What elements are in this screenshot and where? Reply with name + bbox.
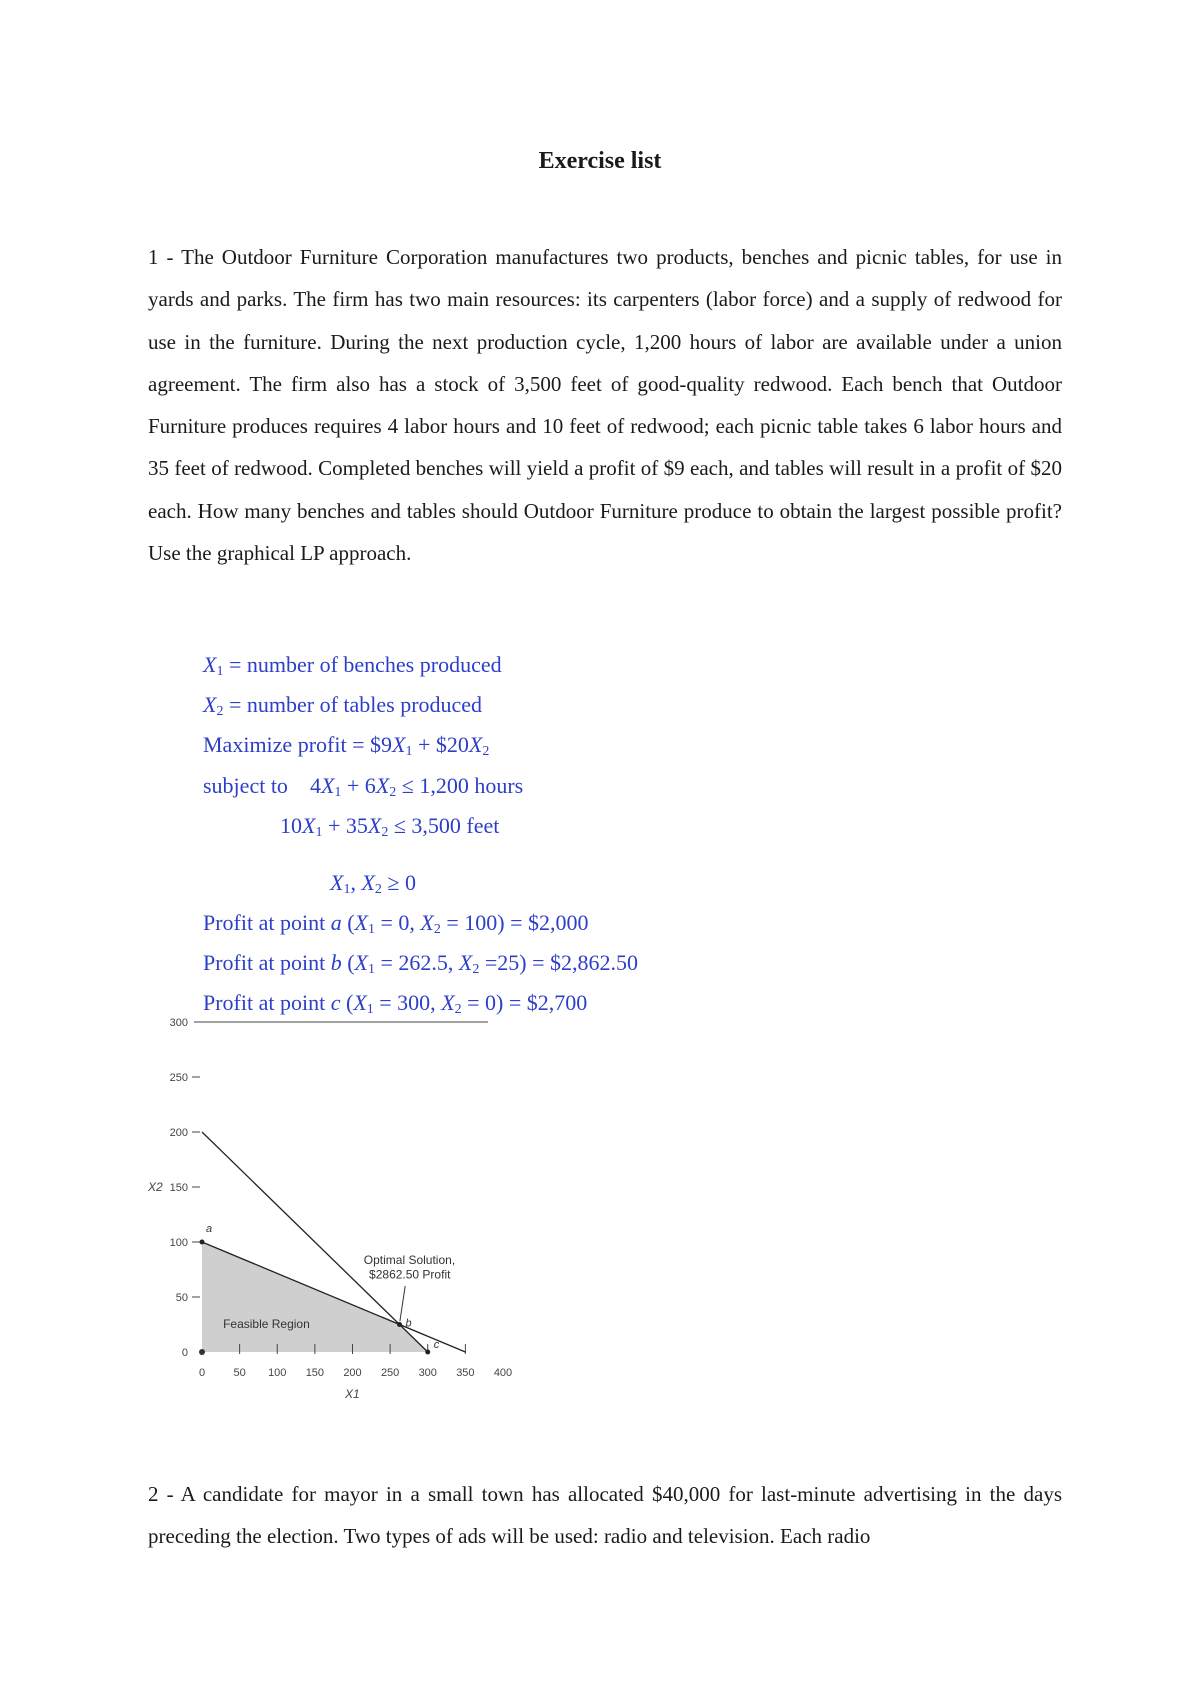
page-title: Exercise list (538, 148, 662, 174)
problem-2-text: 2 - A candidate for mayor in a small town has allocated $40,000 for last-minute advertising in the days preceding the election. Two types of ads will be used: radio and television. Each radio (148, 1482, 1062, 1549)
corner-point-label-b: b (405, 1317, 412, 1330)
corner-point-label-a: a (206, 1223, 213, 1235)
profit-point-a: Profit at point a ($X_1 = 0$, $X_2 = 100$) = $2,000 (203, 910, 589, 937)
y-tick-label: 50 (175, 1292, 188, 1304)
objective-function: Maximize profit = $\$9X_1$ + $\$20X_2$ (203, 732, 490, 759)
lp-graph (140, 1017, 560, 1450)
y-tick-label: 250 (169, 1072, 188, 1084)
x2-definition: $X_2$ = number of tables produced (203, 692, 483, 719)
x-tick-label: 400 (493, 1367, 513, 1379)
profit-point-b: Profit at point b ($X_1 = 262.5$, $X_2 =25$) = $2,862.50 (203, 950, 639, 977)
feasible-region-label: Feasible Region (223, 1316, 310, 1331)
y-tick-label: 150 (169, 1182, 188, 1194)
x-tick-label: 350 (456, 1367, 475, 1379)
constraint-nonnegativity: $X_1$, $X_2 \ge 0$ (330, 870, 416, 897)
corner-point-label-c: c (433, 1339, 440, 1351)
y-tick-label: 0 (181, 1347, 188, 1359)
y-tick-label: 100 (169, 1237, 188, 1249)
optimal-annotation-line-1: Optimal Solution, (363, 1253, 456, 1267)
x-tick-label: 300 (418, 1367, 437, 1379)
corner-point-c (425, 1350, 430, 1355)
optimal-annotation-line-2: $2862.50 Profit (369, 1267, 451, 1282)
corner-point-a (200, 1240, 205, 1245)
origin-point (199, 1349, 205, 1355)
x1-definition: $X_1$ = number of benches produced (203, 652, 502, 679)
x-tick-label: 50 (233, 1367, 246, 1379)
optimal-annotation-leader (400, 1286, 405, 1321)
x-tick-label: 200 (343, 1367, 362, 1379)
x-tick-label: 100 (268, 1367, 287, 1379)
x-tick-label: 250 (380, 1367, 400, 1379)
x-axis-label: X1 (344, 1387, 360, 1401)
corner-point-b (397, 1322, 402, 1327)
problem-1-text: 1 - The Outdoor Furniture Corporation manufactures two products, benches and picnic tables, for use in yards and parks. The firm has two main resources: its carpenters (labor force) and a supply of redwood for use in the furniture. During the next production cycle, 1,200 hours of labor are available under a union agreement. The firm also has a stock of 3,500 feet of good-quality redwood. Each bench that Outdoor Furniture produces requires 4 labor hours and 10 feet of redwood; each picnic table takes 6 labor hours and 35 feet of redwood. Completed benches will yield a profit of $9 each, and tables will result in a profit of $20 each. How many benches and tables should Outdoor Furniture produce to obtain the largest possible profit? Use the graphical LP approach. (148, 245, 1062, 566)
profit-point-c: Profit at point c ($X_1 = 300$, $X_2 = 0$) = $2,700 (203, 990, 588, 1017)
x-tick-label: 150 (305, 1367, 325, 1379)
y-tick-label: 200 (169, 1127, 188, 1139)
y-tick-label: 300 (169, 1017, 188, 1029)
constraint-labor: subject to $4X_1 + 6X_2 \le 1,200$ hours (203, 773, 524, 800)
y-axis-label: X2 (148, 1180, 163, 1194)
x-tick-label: 0 (198, 1367, 206, 1379)
constraint-redwood: $10X_1 + 35X_2 \le 3,500$ feet (280, 813, 500, 840)
